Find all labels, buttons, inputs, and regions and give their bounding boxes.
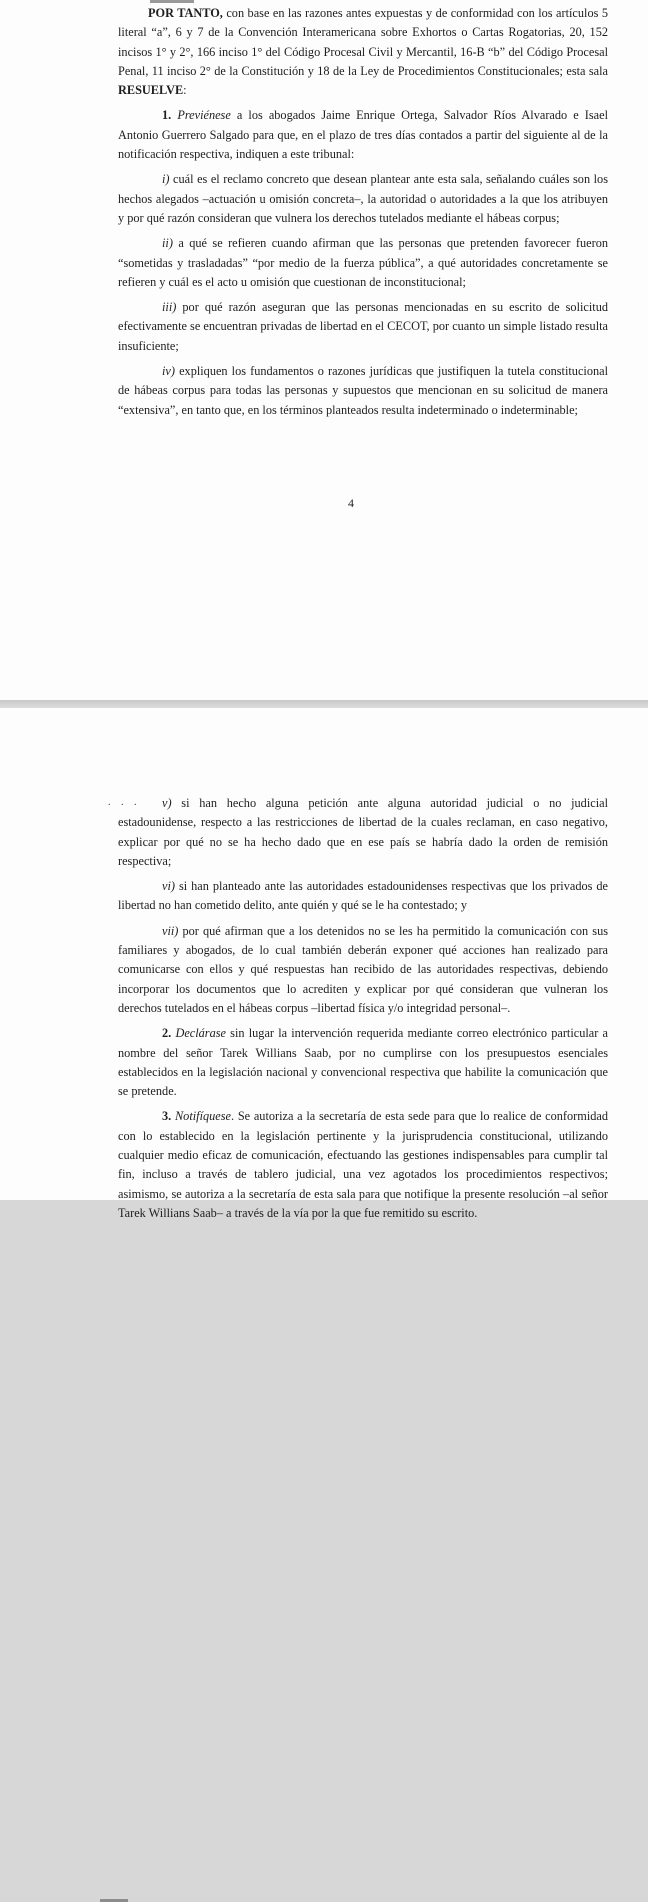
subitem-v: v) si han hecho alguna petición ante alguna autoridad judicial o no judicial estadounidense, respecto a las restricciones de libertad de la cuales reclaman, en caso negativo, explicar por qué no se ha hecho dado que en ese país se habría dado la orden de remisión respectiva; xyxy=(118,796,608,868)
page-4-text xyxy=(118,4,608,426)
subitem-iii: iii) por qué razón aseguran que las personas mencionadas en su escrito de solicitud efectivamente se encuentran privadas de libertad en el CECOT, por cuanto un simple listado resulta insuficiente; xyxy=(118,300,608,353)
por-tanto-paragraph: POR TANTO, con base en las razones antes expuestas y de conformidad con los artículos 5 literal “a”, 6 y 7 de la Convención Interamericana sobre Exhortos o Cartas Rogatorias, 20, 152 incisos 1° y 2°, 166 inciso 1° del Código Procesal Civil y Mercantil, 16-B “b” del Código Procesal Penal, 11 inciso 2° de la Constitución y 18 de la Ley de Procedimientos Constitucionales; esta sala RESUELVE: xyxy=(118,6,608,98)
subitem-vii: vii) por qué afirman que a los detenidos no se les ha permitido la comunicación con sus familiares y abogados, de lo cual también deberán exponer qué acciones han realizado para comunicarse con ellos y qué respuestas han recibido de las autoridades respectivas, debiendo incorporar los documentos que lo acrediten y explicar por qué consideran que vulneran los derechos tutelados en el hábeas corpus –libertad física y/o integridad personal–. xyxy=(118,923,608,1015)
page-number: 4 xyxy=(348,496,354,510)
page-separator xyxy=(0,700,648,708)
subitem-i: i) cuál es el reclamo concreto que desean plantear ante esta sala, señalando cuáles son los hechos alegados –actuación u omisión concreta–, la autoridad o autoridades a la que los atribuyen y por qué razón consideran que vulnera los derechos tutelados mediante el hábeas corpus; xyxy=(118,172,608,225)
scan-artifact-top xyxy=(150,0,194,3)
scan-artifact-dots: . . . xyxy=(108,797,141,808)
page-5-text xyxy=(118,794,608,1229)
subitem-ii: ii) a qué se refieren cuando afirman que las personas que pretenden favorecer fueron “sometidas y trasladadas” “por medio de la fuerza pública”, a qué autoridades concretamente se refieren y cuál es el acto u omisión que cuestionan de inconstitucional; xyxy=(118,236,608,289)
subitem-iv: iv) expliquen los fundamentos o razones jurídicas que justifiquen la tutela constitucional de hábeas corpus para todas las personas y supuestos que mencionan en su solicitud de manera “extensiva”, en tanto que, en los términos planteados resulta indeterminado o indeterminable; xyxy=(118,364,608,417)
resolution-item-3: 3. Notifíquese. Se autoriza a la secretaría de esta sede para que lo realice de conformidad con lo establecido en la legislación pertinente y la jurisprudencia constitucional, utilizando cualquier medio eficaz de comunicación, efectuando las gestiones indispensables para cumplir tal fin, incluso a través de tablero judicial, una vez agotados los procedimientos respectivos; asimismo, se autoriza a la secretaría de esta sala para que notifique la presente resolución –al señor Tarek Willians Saab– a través de la vía por la que fue remitido su escrito. xyxy=(118,1109,608,1220)
subitem-vi: vi) si han planteado ante las autoridades estadounidenses respectivas que los privados de libertad no han cometido delito, ante quién y qué se le ha contestado; y xyxy=(118,879,608,913)
resolution-item-2: 2. Declárase sin lugar la intervención requerida mediante correo electrónico particular a nombre del señor Tarek Willians Saab, por no cumplirse con los presupuestos esenciales establecidos en la legislación nacional y convencional respectiva que habilite la comunicación que se pretende. xyxy=(118,1026,609,1099)
resolution-item-1: 1. Previénese a los abogados Jaime Enrique Ortega, Salvador Ríos Alvarado e Isael Antonio Guerrero Salgado para que, en el plazo de tres días contados a partir del siguiente al de la notificación respectiva, indiquen a este tribunal: xyxy=(118,108,608,162)
